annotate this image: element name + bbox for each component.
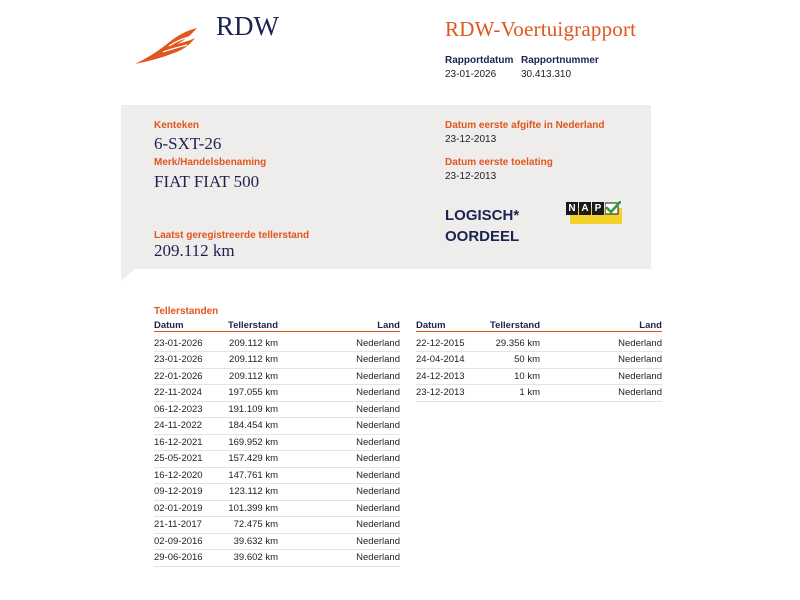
cell-country: Nederland	[278, 401, 400, 418]
col-header-country: Land	[540, 320, 662, 332]
nap-logo	[566, 202, 622, 224]
cell-km: 101.399 km	[214, 500, 278, 517]
first-admission-label: Datum eerste toelating	[445, 157, 553, 168]
make-value: FIAT FIAT 500	[154, 172, 260, 191]
first-admission-value: 23-12-2013	[445, 171, 497, 182]
col-header-km: Tellerstand	[476, 320, 540, 332]
plate-value: 6-SXT-26	[154, 134, 222, 153]
readings-title: Tellerstanden	[154, 306, 219, 317]
cell-date: 24-11-2022	[154, 418, 214, 435]
cell-km: 157.429 km	[214, 451, 278, 468]
col-header-km: Tellerstand	[214, 320, 278, 332]
cell-country: Nederland	[278, 418, 400, 435]
table-row	[154, 418, 400, 435]
cell-km: 72.475 km	[214, 517, 278, 534]
report-number-value: 30.413.310	[521, 69, 572, 80]
report-number-block	[521, 55, 599, 80]
verdict-line2: OORDEEL	[445, 228, 520, 245]
cell-km: 39.602 km	[214, 550, 278, 567]
cell-country: Nederland	[278, 517, 400, 534]
cell-date: 24-12-2013	[416, 368, 476, 385]
cell-country: Nederland	[278, 533, 400, 550]
cell-km: 169.952 km	[214, 434, 278, 451]
cell-country: Nederland	[540, 385, 662, 402]
report-number-label: Rapportnummer	[521, 55, 599, 66]
odometer-label: Laatst geregistreerde tellerstand	[154, 230, 310, 241]
cell-km: 39.632 km	[214, 533, 278, 550]
table-row	[416, 368, 662, 385]
cell-date: 23-01-2026	[154, 332, 214, 352]
cell-country: Nederland	[278, 332, 400, 352]
cell-country: Nederland	[278, 467, 400, 484]
plate-label: Kenteken	[154, 120, 200, 131]
check-icon	[605, 201, 621, 215]
cell-date: 25-05-2021	[154, 451, 214, 468]
cell-country: Nederland	[540, 332, 662, 352]
cell-km: 10 km	[476, 368, 540, 385]
brand-name: RDW	[216, 11, 279, 41]
cell-km: 1 km	[476, 385, 540, 402]
cell-km: 191.109 km	[214, 401, 278, 418]
cell-country: Nederland	[540, 368, 662, 385]
cell-country: Nederland	[540, 352, 662, 369]
cell-date: 02-01-2019	[154, 500, 214, 517]
cell-date: 22-01-2026	[154, 368, 214, 385]
cell-km: 50 km	[476, 352, 540, 369]
nap-letter-p: P	[592, 202, 604, 215]
verdict-line1: LOGISCH*	[445, 207, 520, 224]
readings-table-left	[154, 320, 400, 567]
cell-km: 209.112 km	[214, 368, 278, 385]
report-date-label: Rapportdatum	[445, 55, 514, 66]
nap-letter-a: A	[579, 202, 591, 215]
report-title: RDW-Voertuigrapport	[445, 17, 637, 41]
cell-date: 29-06-2016	[154, 550, 214, 567]
table-row	[154, 500, 400, 517]
cell-country: Nederland	[278, 451, 400, 468]
cell-country: Nederland	[278, 385, 400, 402]
cell-km: 197.055 km	[214, 385, 278, 402]
table-row	[416, 385, 662, 402]
cell-km: 29.356 km	[476, 332, 540, 352]
first-nl-label: Datum eerste afgifte in Nederland	[445, 120, 605, 131]
cell-date: 02-09-2016	[154, 533, 214, 550]
table-row	[154, 401, 400, 418]
make-label: Merk/Handelsbenaming	[154, 157, 267, 168]
table-row	[154, 484, 400, 501]
cell-date: 16-12-2021	[154, 434, 214, 451]
col-header-date: Datum	[154, 320, 214, 332]
table-row	[154, 332, 400, 352]
table-row	[154, 533, 400, 550]
cell-date: 16-12-2020	[154, 467, 214, 484]
cell-date: 23-01-2026	[154, 352, 214, 369]
table-row	[154, 467, 400, 484]
table-row	[416, 332, 662, 352]
table-row	[154, 517, 400, 534]
report-date-value: 23-01-2026	[445, 69, 497, 80]
table-row	[154, 550, 400, 567]
cell-km: 123.112 km	[214, 484, 278, 501]
rdw-logo-icon	[133, 26, 199, 66]
col-header-country: Land	[278, 320, 400, 332]
cell-country: Nederland	[278, 500, 400, 517]
cell-date: 09-12-2019	[154, 484, 214, 501]
readings-table-right	[416, 320, 662, 402]
cell-country: Nederland	[278, 550, 400, 567]
cell-km: 209.112 km	[214, 332, 278, 352]
cell-date: 24-04-2014	[416, 352, 476, 369]
report-date-block	[445, 55, 513, 80]
nap-verdict	[445, 205, 519, 247]
cell-date: 06-12-2023	[154, 401, 214, 418]
card-corner	[121, 269, 135, 281]
cell-km: 184.454 km	[214, 418, 278, 435]
cell-country: Nederland	[278, 368, 400, 385]
table-row	[154, 368, 400, 385]
cell-km: 147.761 km	[214, 467, 278, 484]
cell-km: 209.112 km	[214, 352, 278, 369]
table-row	[154, 352, 400, 369]
table-row	[154, 385, 400, 402]
cell-date: 22-12-2015	[416, 332, 476, 352]
cell-country: Nederland	[278, 484, 400, 501]
cell-date: 22-11-2024	[154, 385, 214, 402]
cell-date: 21-11-2017	[154, 517, 214, 534]
cell-country: Nederland	[278, 434, 400, 451]
table-row	[154, 434, 400, 451]
col-header-date: Datum	[416, 320, 476, 332]
first-nl-value: 23-12-2013	[445, 134, 497, 145]
table-row	[154, 451, 400, 468]
cell-date: 23-12-2013	[416, 385, 476, 402]
cell-country: Nederland	[278, 352, 400, 369]
nap-letter-n: N	[566, 202, 578, 215]
table-row	[416, 352, 662, 369]
odometer-value: 209.112 km	[154, 241, 235, 260]
